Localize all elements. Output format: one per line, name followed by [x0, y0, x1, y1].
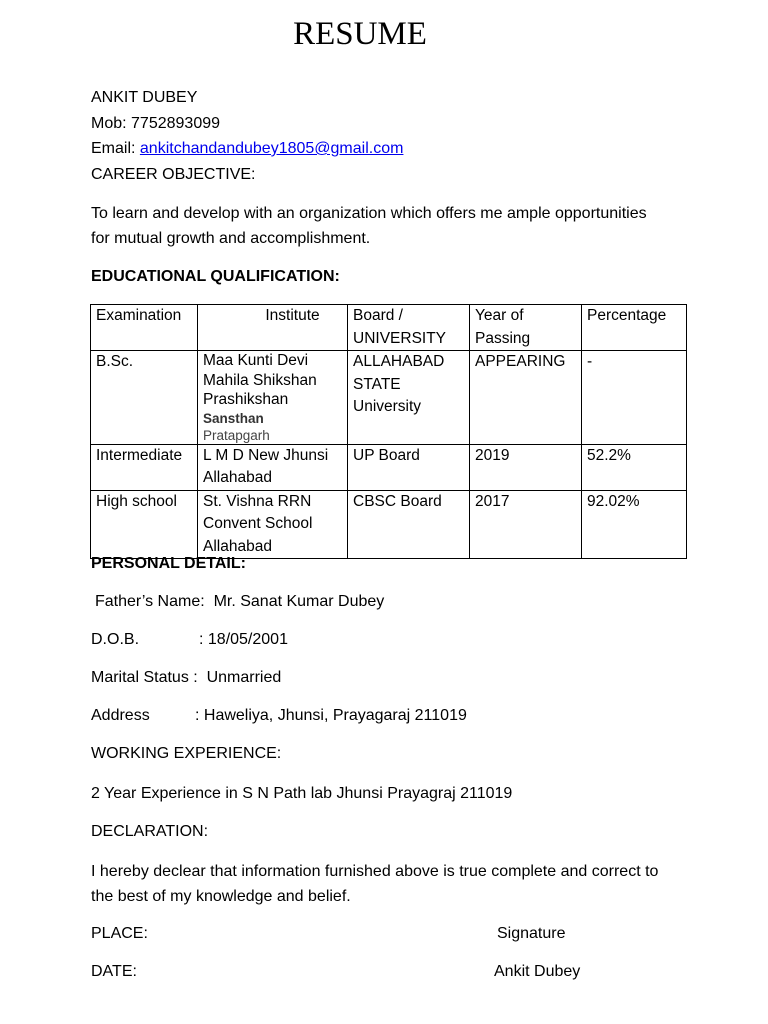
cell-percentage: 92.02% — [582, 490, 687, 559]
career-objective-line-2: for mutual growth and accomplishment. — [91, 230, 371, 247]
date-label: DATE: — [91, 963, 137, 980]
cell-institute — [198, 444, 348, 490]
dob-line — [91, 630, 288, 650]
cell-year: 2017 — [470, 490, 582, 559]
cell-board: CBSC Board — [348, 490, 470, 559]
table-row — [91, 490, 687, 559]
career-objective-heading: CAREER OBJECTIVE: — [91, 166, 256, 183]
signature-label: Signature — [497, 925, 566, 942]
header-institute — [198, 305, 348, 351]
declaration-text — [91, 859, 691, 909]
institute-line-3: Prashikshan — [203, 391, 289, 408]
institute-line-1: L M D New Jhunsi — [203, 446, 329, 464]
working-experience-text: 2 Year Experience in S N Path lab Jhunsi Prayagraj 211019 — [91, 785, 513, 802]
dob-label: D.O.B. — [91, 631, 140, 648]
father-name-line — [95, 592, 384, 612]
marital-status-label: Marital Status : — [91, 669, 198, 686]
header-institute-text: Institute — [265, 307, 320, 324]
education-table — [90, 304, 687, 559]
header-year-line-1: Year of — [475, 307, 524, 324]
father-name-value: Mr. Sanat Kumar Dubey — [213, 593, 385, 610]
table-row — [91, 444, 687, 490]
cell-institute — [198, 490, 348, 559]
cell-examination: Intermediate — [91, 444, 198, 490]
cell-year: 2019 — [470, 444, 582, 490]
email-label: Email: — [91, 140, 136, 157]
board-line-2: STATE — [353, 375, 401, 393]
place-label: PLACE: — [91, 925, 148, 942]
cell-percentage: 52.2% — [582, 444, 687, 490]
cell-year: APPEARING — [470, 351, 582, 445]
address-label: Address — [91, 707, 150, 724]
working-experience-heading: WORKING EXPERIENCE: — [91, 745, 282, 762]
header-board — [348, 305, 470, 351]
institute-line-5: Pratapgarh — [203, 427, 270, 443]
email-line — [91, 139, 403, 159]
institute-line-2: Allahabad — [203, 469, 272, 486]
institute-line-4: Sansthan — [203, 410, 264, 426]
education-heading: EDUCATIONAL QUALIFICATION: — [91, 268, 340, 285]
institute-line-2: Convent School — [203, 515, 313, 532]
dob-value: : 18/05/2001 — [199, 631, 288, 648]
career-objective-text — [91, 201, 691, 251]
mobile-number: 7752893099 — [131, 115, 221, 132]
header-examination: Examination — [91, 305, 198, 351]
board-line-3: University — [353, 398, 422, 415]
header-board-line-2: UNIVERSITY — [353, 329, 447, 347]
mobile-line — [91, 114, 220, 134]
cell-board: UP Board — [348, 444, 470, 490]
career-objective-line-1: To learn and develop with an organization which offers me ample opportunities — [91, 205, 647, 222]
header-board-line-1: Board / — [353, 307, 403, 324]
cell-examination: High school — [91, 490, 198, 559]
email-link[interactable]: ankitchandandubey1805@gmail.com — [139, 140, 404, 157]
declaration-line-1: I hereby declear that information furnished above is true complete and correct to — [91, 863, 659, 880]
personal-detail-heading: PERSONAL DETAIL: — [91, 555, 246, 572]
cell-percentage: - — [582, 351, 687, 445]
address-line — [91, 706, 467, 726]
marital-status-value: Unmarried — [206, 669, 282, 686]
institute-line-1: St. Vishna RRN — [203, 492, 312, 510]
cell-institute — [198, 351, 348, 445]
table-header-row — [91, 305, 687, 351]
cell-examination: B.Sc. — [91, 351, 198, 445]
table-row — [91, 351, 687, 445]
address-value: : Haweliya, Jhunsi, Prayagaraj 211019 — [195, 707, 467, 724]
board-line-1: ALLAHABAD — [353, 353, 445, 370]
resume-title: RESUME — [293, 16, 427, 52]
institute-line-3: Allahabad — [203, 537, 272, 555]
candidate-name: ANKIT DUBEY — [91, 89, 198, 106]
header-year — [470, 305, 582, 351]
institute-line-2: Mahila Shikshan — [203, 371, 317, 389]
father-name-label: Father’s Name: — [95, 593, 205, 610]
declaration-heading: DECLARATION: — [91, 823, 209, 840]
header-year-line-2: Passing — [475, 329, 531, 347]
institute-line-1: Maa Kunti Devi — [203, 352, 309, 369]
signature-name: Ankit Dubey — [494, 963, 581, 980]
declaration-line-2: the best of my knowledge and belief. — [91, 888, 351, 905]
mobile-label: Mob: — [91, 115, 127, 132]
header-percentage: Percentage — [582, 305, 687, 351]
cell-board — [348, 351, 470, 445]
marital-status-line — [91, 668, 281, 688]
